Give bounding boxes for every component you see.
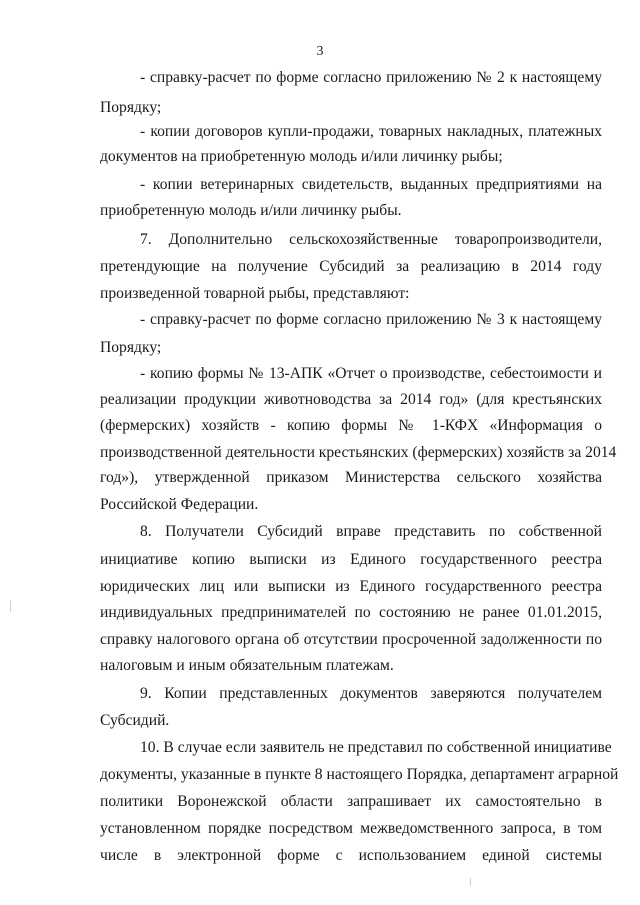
text-line: налоговым и иным обязательным платежам. xyxy=(100,657,394,674)
text-line: установленном порядке посредством межведомственного запроса, в том xyxy=(100,820,602,837)
text-line: приобретенную молодь и/или личинку рыбы. xyxy=(100,202,402,219)
text-line: год»), утвержденной приказом Министерства сельского хозяйства xyxy=(100,469,602,486)
text-line: - справку-расчет по форме согласно приложению № 3 к настоящему xyxy=(140,311,602,328)
text-line: Субсидий. xyxy=(100,712,170,729)
text-line: индивидуальных предпринимателей по состоянию не ранее 01.01.2015, xyxy=(100,604,602,621)
scan-artifact xyxy=(10,600,11,612)
text-line: документов на приобретенную молодь и/или личинку рыбы; xyxy=(100,148,503,165)
text-line: - копии ветеринарных свидетельств, выданных предприятиями на xyxy=(140,176,602,193)
scan-artifact xyxy=(470,878,471,886)
text-line: 10. В случае если заявитель не представил по собственной инициативе xyxy=(140,739,612,756)
text-line: реализации продукции животноводства за 2014 год» (для крестьянских xyxy=(100,391,602,408)
text-line: Порядку; xyxy=(100,99,162,116)
text-line: - копии договоров купли-продажи, товарных накладных, платежных xyxy=(140,123,602,140)
text-line: инициативе копию выписки из Единого государственного реестра xyxy=(100,551,602,568)
text-line: числе в электронной форме с использованием единой системы xyxy=(100,847,602,864)
text-line: (фермерских) хозяйств - копию формы № 1-КФХ «Информация о xyxy=(100,417,602,434)
text-line: юридических лиц или выписки из Единого государственного реестра xyxy=(100,578,602,595)
text-line: документы, указанные в пункте 8 настоящего Порядка, департамент аграрной xyxy=(100,766,619,783)
text-line: 8. Получатели Субсидий вправе представить по собственной xyxy=(140,523,602,540)
text-line: 9. Копии представленных документов заверяются получателем xyxy=(140,685,602,702)
text-line: политики Воронежской области запрашивает их самостоятельно в xyxy=(100,793,602,810)
text-line: претендующие на получение Субсидий за реализацию в 2014 году xyxy=(100,258,602,275)
text-line: Порядку; xyxy=(100,339,162,356)
text-line: 7. Дополнительно сельскохозяйственные товаропроизводители, xyxy=(140,231,602,248)
text-line: Российской Федерации. xyxy=(100,496,259,513)
text-line: произведенной товарной рыбы, представляют: xyxy=(100,285,410,302)
text-line: производственной деятельности крестьянских (фермерских) хозяйств за 2014 xyxy=(100,444,617,461)
page-number: 3 xyxy=(316,44,324,59)
text-line: - справку-расчет по форме согласно приложению № 2 к настоящему xyxy=(140,69,602,86)
text-line: справку налогового органа об отсутствии просроченной задолженности по xyxy=(100,631,602,648)
text-line: - копию формы № 13-АПК «Отчет о производстве, себестоимости и xyxy=(140,365,602,382)
